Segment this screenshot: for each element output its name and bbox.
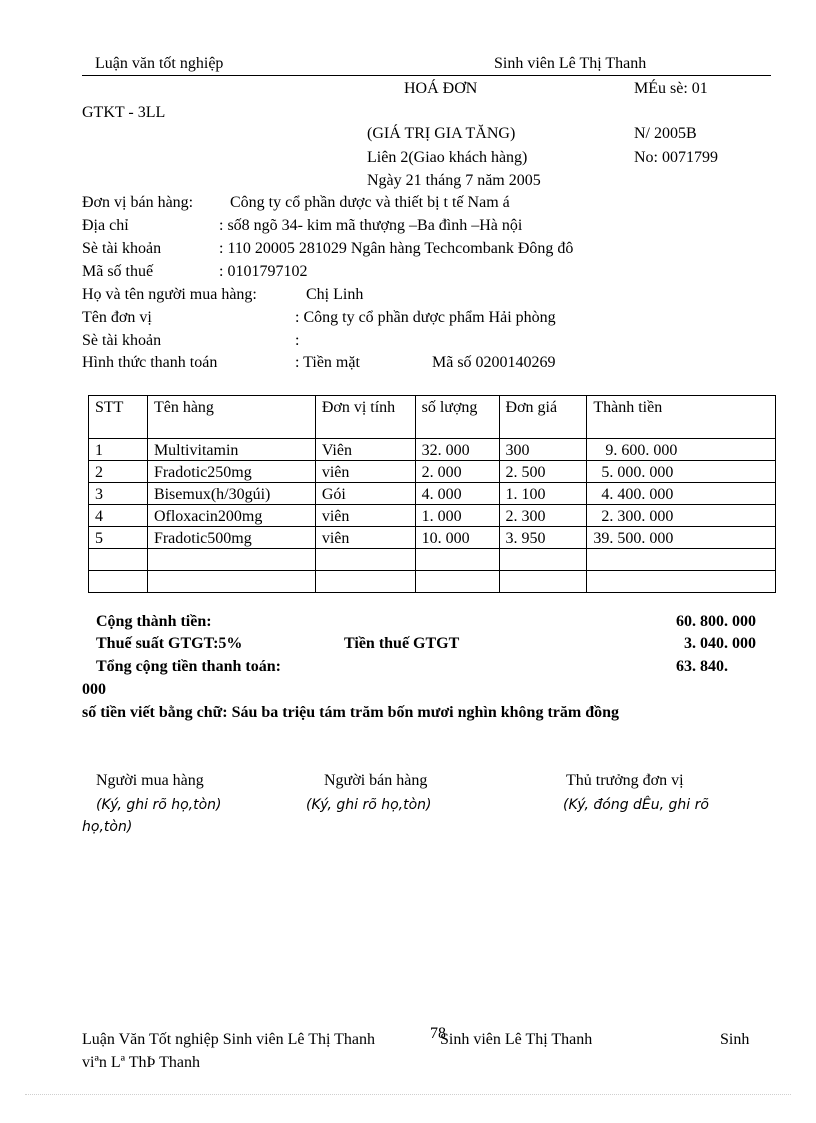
- buyer-name-label: Họ và tên người mua hàng:: [82, 286, 257, 303]
- head-signature-note: (Ký, đóng dÊu, ghi rõ: [563, 797, 709, 813]
- invoice-number: No: 0071799: [634, 149, 718, 166]
- cell-unit: Gói: [315, 483, 415, 505]
- seller-address-label: Địa chỉ: [82, 217, 129, 234]
- table-row-empty: [89, 571, 776, 593]
- vat-rate-label: Thuế suất GTGT:5%: [96, 635, 243, 652]
- header-rule: [82, 75, 771, 76]
- cell-quantity: 4. 000: [415, 483, 499, 505]
- cell-amount: 5. 000. 000: [587, 461, 776, 483]
- invoice-series: N/ 2005B: [634, 125, 697, 142]
- head-signature-title: Thủ trưởng đơn vị: [566, 772, 684, 789]
- cell-amount: 9. 600. 000: [587, 439, 776, 461]
- cell-stt: 5: [89, 527, 148, 549]
- buyer-name-value: Chị Linh: [306, 286, 364, 303]
- seller-account-label: Sè tài khoản: [82, 240, 162, 257]
- header-stt: STT: [89, 396, 148, 439]
- header-item-name: Tên hàng: [147, 396, 315, 439]
- cell-unit: viên: [315, 505, 415, 527]
- header-quantity: số lượng: [415, 396, 499, 439]
- header-amount: Thành tiền: [587, 396, 776, 439]
- cell-stt: 2: [89, 461, 148, 483]
- seller-signature-note: (Ký, ghi rõ họ,tòn): [306, 797, 432, 813]
- header-left: Luận văn tốt nghiệp: [95, 55, 224, 72]
- seller-address-value: : số8 ngõ 34- kim mã thượng –Ba đình –Hà nội: [219, 217, 523, 234]
- cell-quantity: 1. 000: [415, 505, 499, 527]
- cell-unit-price: 2. 500: [499, 461, 587, 483]
- table-row: [89, 461, 776, 483]
- cell-quantity: 32. 000: [415, 439, 499, 461]
- seller-signature-title: Người bán hàng: [324, 772, 428, 789]
- cell-item-name: Ofloxacin200mg: [147, 505, 315, 527]
- buyer-payment-label: Hình thức thanh toán: [82, 354, 218, 371]
- cell-unit-price: 1. 100: [499, 483, 587, 505]
- invoice-copy: Liên 2(Giao khách hàng): [367, 149, 528, 166]
- cell-unit: Viên: [315, 439, 415, 461]
- cell-stt: 4: [89, 505, 148, 527]
- seller-unit-label: Đơn vị bán hàng:: [82, 194, 194, 211]
- invoice-title: HOÁ ĐƠN: [404, 80, 478, 97]
- head-signature-note-wrap: họ,tòn): [82, 819, 133, 835]
- vat-value: 3. 040. 000: [684, 635, 756, 652]
- footer-line2: viªn Lª ThÞ Thanh: [82, 1054, 201, 1071]
- buyer-unit-value: : Công ty cổ phần dược phẩm Hải phòng: [295, 309, 556, 326]
- footer-line1-cont: Sinh viên Lê Thị Thanh: [440, 1031, 593, 1048]
- subtotal-label: Cộng thành tiền:: [96, 613, 212, 630]
- cell-quantity: 10. 000: [415, 527, 499, 549]
- grand-total-value: 63. 840.: [676, 658, 728, 675]
- invoice-form-type: GTKT - 3LL: [82, 104, 166, 121]
- cell-unit: viên: [315, 461, 415, 483]
- buyer-account-value: :: [295, 332, 300, 349]
- footer-line1: Luận Văn Tốt nghiệp Sinh viên Lê Thị Thanh: [82, 1031, 375, 1048]
- invoice-subtitle: (GIÁ TRỊ GIA TĂNG): [367, 125, 516, 142]
- cell-amount: 2. 300. 000: [587, 505, 776, 527]
- buyer-payment-value: : Tiền mặt: [295, 354, 360, 371]
- grand-total-value-wrap: 000: [82, 681, 106, 698]
- cell-item-name: Bisemux(h/30gúi): [147, 483, 315, 505]
- table-row: [89, 483, 776, 505]
- subtotal-value: 60. 800. 000: [676, 613, 756, 630]
- cell-item-name: Multivitamin: [147, 439, 315, 461]
- cell-stt: 3: [89, 483, 148, 505]
- invoice-form-code: MÉu sè: 01: [634, 80, 708, 97]
- amount-in-words: số tiền viết bằng chữ: Sáu ba triệu tám trăm bốn mươi nghìn không trăm đồng: [82, 704, 620, 721]
- grand-total-label: Tổng cộng tiền thanh toán:: [96, 658, 281, 675]
- cell-amount: 39. 500. 000: [587, 527, 776, 549]
- header-unit: Đơn vị tính: [315, 396, 415, 439]
- table-row: [89, 527, 776, 549]
- buyer-unit-label: Tên đơn vị: [82, 309, 152, 326]
- cell-unit: viên: [315, 527, 415, 549]
- table-row-empty: [89, 549, 776, 571]
- buyer-tax-code: Mã số 0200140269: [432, 354, 556, 371]
- footer-page-number: 78: [430, 1025, 446, 1042]
- goods-table: [88, 395, 776, 593]
- cell-amount: 4. 400. 000: [587, 483, 776, 505]
- cell-quantity: 2. 000: [415, 461, 499, 483]
- cell-item-name: Fradotic250mg: [147, 461, 315, 483]
- buyer-signature-title: Người mua hàng: [96, 772, 204, 789]
- cell-unit-price: 300: [499, 439, 587, 461]
- table-row: [89, 439, 776, 461]
- cell-unit-price: 2. 300: [499, 505, 587, 527]
- seller-tax-value: : 0101797102: [219, 263, 308, 280]
- buyer-account-label: Sè tài khoản: [82, 332, 162, 349]
- cell-stt: 1: [89, 439, 148, 461]
- header-unit-price: Đơn giá: [499, 396, 587, 439]
- cell-item-name: Fradotic500mg: [147, 527, 315, 549]
- page-bottom-dotted-rule: [25, 1094, 791, 1095]
- seller-unit-value: Công ty cổ phần dược và thiết bị t tế Nam á: [230, 194, 510, 211]
- seller-account-value: : 110 20005 281029 Ngân hàng Techcombank Đông đô: [219, 240, 574, 257]
- cell-unit-price: 3. 950: [499, 527, 587, 549]
- buyer-signature-note: (Ký, ghi rõ họ,tòn): [96, 797, 222, 813]
- table-header-row: [89, 396, 776, 439]
- seller-tax-label: Mã số thuế: [82, 263, 154, 280]
- table-row: [89, 505, 776, 527]
- vat-label: Tiền thuế GTGT: [344, 635, 460, 652]
- header-right: Sinh viên Lê Thị Thanh: [494, 55, 647, 72]
- invoice-date: Ngày 21 tháng 7 năm 2005: [367, 172, 541, 189]
- footer-line1-right: Sinh: [720, 1031, 750, 1048]
